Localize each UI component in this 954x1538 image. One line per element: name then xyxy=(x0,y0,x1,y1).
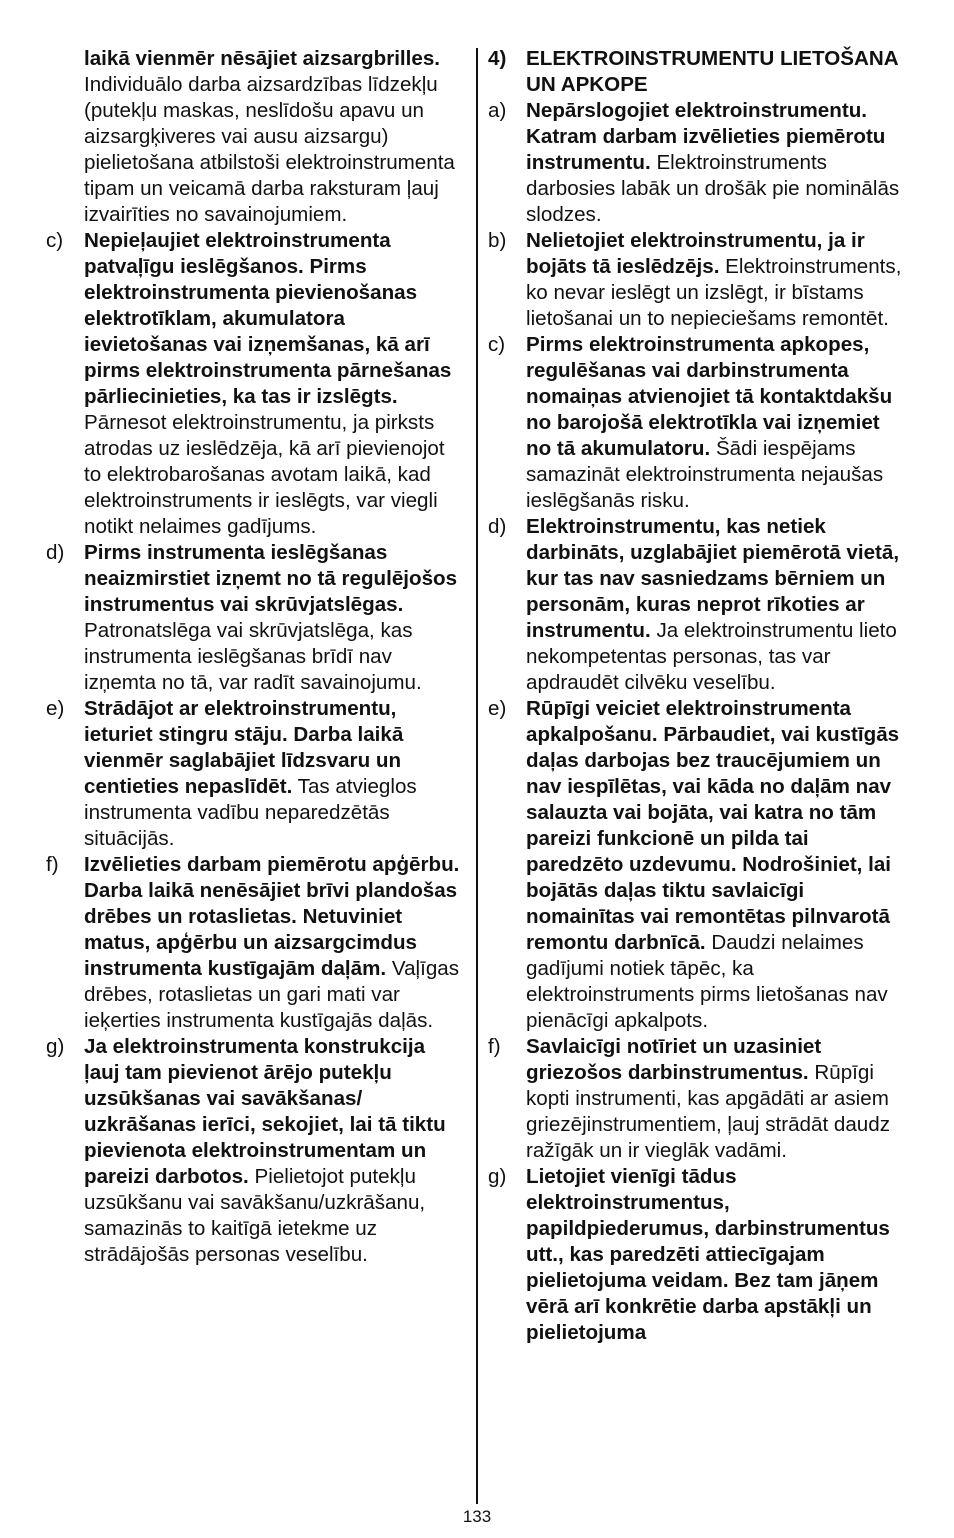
list-item-g-right xyxy=(488,1164,904,1346)
item-bold-text: Savlaicīgi notīriet un uzasiniet griezošos darbinstrumentus. xyxy=(526,1035,822,1084)
continued-paragraph xyxy=(84,46,460,228)
list-item-c-left xyxy=(46,228,460,540)
item-marker: c) xyxy=(488,333,506,356)
item-normal-text: Pielietojot putekļu uzsūkšanu vai savākšanu/uzkrāšanu, samazinās to kaitīgā ietekme uz strādājošās personas veselību. xyxy=(84,1165,426,1266)
item-text xyxy=(526,1164,904,1346)
item-text xyxy=(84,852,460,1034)
item-bold-text: Nepārslogojiet elektroinstrumentu. Katram darbam izvēlieties piemērotu instrumentu. xyxy=(526,99,886,174)
item-marker: f) xyxy=(488,1035,501,1058)
item-marker: e) xyxy=(488,697,507,720)
item-bold-text: Strādājot ar elektroinstrumentu, ieturiet stingru stāju. Darba laikā vienmēr saglabājiet līdzsvaru un centieties nepaslīdēt. xyxy=(84,697,404,798)
continued-bold-text: laikā vienmēr nēsājiet aizsargbrilles. xyxy=(84,47,441,70)
item-text xyxy=(84,540,460,696)
item-bold-text: Lietojiet vienīgi tādus elektroinstrumentus, papildpiederumus, darbinstrumentus utt., kas paredzēti attiecīgajam pielietojuma veidam. Bez tam jāņem vērā arī konkrētie darba apstākļi un pielietojuma xyxy=(526,1165,890,1344)
item-bold-text: Pirms instrumenta ieslēgšanas neaizmirstiet izņemt no tā regulējošos instrumentus vai skrūvjatslēgas. xyxy=(84,541,458,616)
item-bold-text: Nepieļaujiet elektroinstrumenta patvaļīgu ieslēgšanos. Pirms elektroinstrumenta pievienošanas elektrotīklam, akumulatora ievietošanas vai izņemšanas, kā arī pirms elektroinstrumenta pārnešanas pārliecinieties, ka tas ir izslēgts. xyxy=(84,229,452,408)
item-normal-text: Daudzi nelaimes gadījumi notiek tāpēc, ka elektroinstruments pirms lietošanas nav pienācīgi apkalpots. xyxy=(526,931,888,1032)
item-text xyxy=(84,228,460,540)
item-marker: b) xyxy=(488,229,507,252)
continued-text: Individuālo darba aizsardzības līdzekļu (putekļu maskas, neslīdošu apavu un aizsargķiveres vai ausu aizsargu) pielietošana atbilstoši elektroinstrumenta tipam un veicamā darba raksturam ļauj izvairīties no savainojumiem. xyxy=(84,73,455,226)
list-item-a-right xyxy=(488,98,904,228)
item-marker: a) xyxy=(488,99,507,122)
list-item-d-right xyxy=(488,514,904,696)
item-text xyxy=(84,696,460,852)
item-marker: d) xyxy=(46,541,65,564)
item-normal-text: Elektroinstruments darbosies labāk un drošāk pie nominālās slodzes. xyxy=(526,151,900,226)
left-column xyxy=(46,46,460,1268)
item-marker: f) xyxy=(46,853,59,876)
item-text xyxy=(84,1034,460,1268)
list-item-f-left xyxy=(46,852,460,1034)
section-title: ELEKTROINSTRUMENTU LIETOŠANA UN APKOPE xyxy=(526,47,898,96)
item-marker: c) xyxy=(46,229,64,252)
item-normal-text: Elektroinstruments, ko nevar ieslēgt un izslēgt, ir bīstams lietošanai un to nepieciešams remontēt. xyxy=(526,255,902,330)
item-normal-text: Tas atvieglos instrumenta vadību neparedzētās situācijās. xyxy=(84,775,417,850)
section-number: 4) xyxy=(488,47,507,70)
item-bold-text: Pirms elektroinstrumenta apkopes, regulēšanas vai darbinstrumenta nomaiņas atvienojiet tā kontaktdakšu no barojošā elektrotīkla vai izņemiet no tā akumulatoru. xyxy=(526,333,893,460)
item-normal-text: Rūpīgi kopti instrumenti, kas apgādāti ar asiem griezējinstrumentiem, ļauj strādāt daudz ražīgāk un ir vieglāk vadāmi. xyxy=(526,1061,891,1162)
list-item-f-right xyxy=(488,1034,904,1164)
item-text xyxy=(526,228,904,332)
list-item-g-left xyxy=(46,1034,460,1268)
list-item-e-right xyxy=(488,696,904,1034)
item-text xyxy=(526,332,904,514)
list-item-e-left xyxy=(46,696,460,852)
item-bold-text: Nelietojiet elektroinstrumentu, ja ir bojāts tā ieslēdzējs. xyxy=(526,229,865,278)
item-marker: g) xyxy=(488,1165,507,1188)
item-text xyxy=(526,1034,904,1164)
right-column xyxy=(488,46,904,1346)
item-bold-text: Rūpīgi veiciet elektroinstrumenta apkalpošanu. Pārbaudiet, vai kustīgās daļas darbojas bez traucējumiem un nav iespīlētas, vai kāda no daļām nav salauzta vai bojāta, vai katra no tām pareizi funkcionē un pilda tai paredzēto uzdevumu. Nodrošiniet, lai bojātās daļas tiktu savlaicīgi nomainītas vai remontētas pilnvarotā remontu darbnīcā. xyxy=(526,697,900,954)
item-marker: e) xyxy=(46,697,65,720)
list-item-d-left xyxy=(46,540,460,696)
item-text xyxy=(526,98,904,228)
item-normal-text: Šādi iespējams samazināt elektroinstrumenta nejaušas ieslēgšanās risku. xyxy=(526,437,884,512)
list-item-c-right xyxy=(488,332,904,514)
item-marker: g) xyxy=(46,1035,65,1058)
item-text xyxy=(526,514,904,696)
item-normal-text: Ja elektroinstrumentu lieto nekompetentas personas, tas var apdraudēt cilvēku veselību. xyxy=(526,619,897,694)
column-divider xyxy=(476,48,478,1504)
item-normal-text: Patronatslēga vai skrūvjatslēga, kas instrumenta ieslēgšanas brīdī nav izņemta no tā, var radīt savainojumu. xyxy=(84,619,422,694)
item-bold-text: Izvēlieties darbam piemērotu apģērbu. Darba laikā nenēsājiet brīvi plandošas drēbes un rotaslietas. Netuviniet matus, apģērbu un aizsargcimdus instrumenta kustīgajām daļām. xyxy=(84,853,460,980)
page-number: 133 xyxy=(462,1507,492,1526)
item-bold-text: Ja elektroinstrumenta konstrukcija ļauj tam pievienot ārējo putekļu uzsūkšanas vai savākšanas/ uzkrāšanas ierīci, sekojiet, lai tā tiktu pievienota elektroinstrumentam un pareizi darbotos. xyxy=(84,1035,446,1188)
item-text xyxy=(526,696,904,1034)
item-bold-text: Elektroinstrumentu, kas netiek darbināts, uzglabājiet piemērotā vietā, kur tas nav sasniedzams bērniem un personām, kuras neprot rīkoties ar instrumentu. xyxy=(526,515,900,642)
item-normal-text: Vaļīgas drēbes, rotaslietas un gari mati var ieķerties instrumenta kustīgajās daļās. xyxy=(84,957,460,1032)
item-normal-text: Pārnesot elektroinstrumentu, ja pirksts atrodas uz ieslēdzēja, kā arī pievienojot to elektrobarošanas avotam laikā, kad elektroinstruments ir ieslēgts, var viegli notikt nelaimes gadījums. xyxy=(84,411,445,538)
item-marker: d) xyxy=(488,515,507,538)
list-item-b-right xyxy=(488,228,904,332)
section-heading xyxy=(488,46,904,98)
